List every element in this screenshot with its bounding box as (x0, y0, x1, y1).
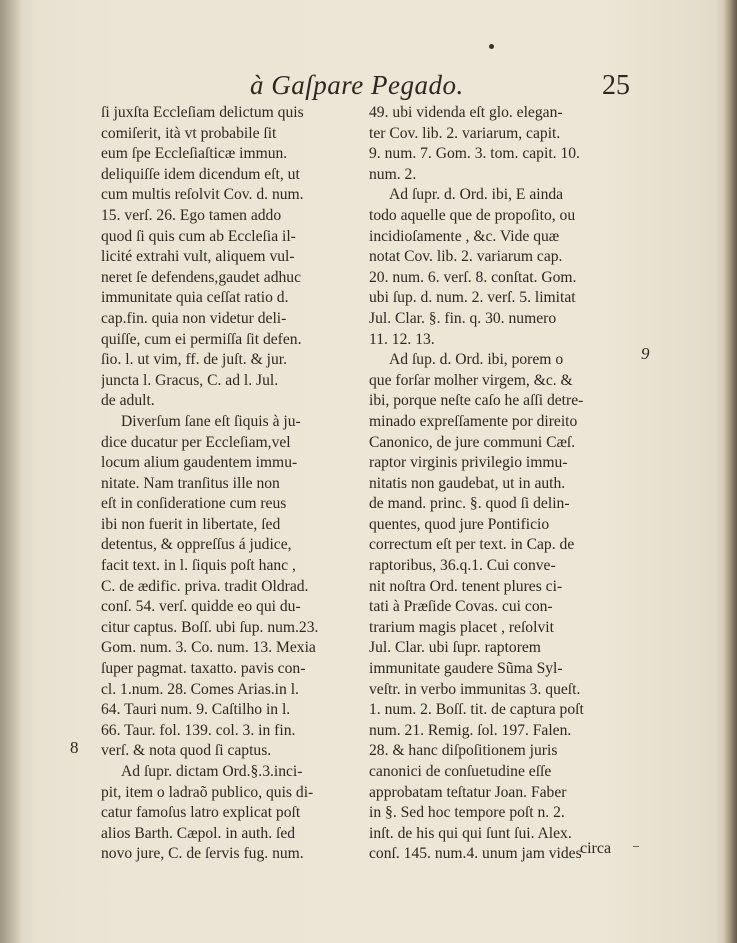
text-line: Jul. Clar. ubi ſupr. raptorem (369, 639, 541, 657)
text-line: licité extrahi vult, aliquem vul- (101, 248, 295, 266)
text-line: locum alium gaudentem immu- (101, 454, 298, 472)
text-line: immunitate quia ceſſat ratio d. (101, 289, 289, 307)
text-line: raptor virginis privilegio immu- (369, 454, 568, 472)
text-line: ibi non fuerit in libertate, ſed (101, 515, 281, 533)
text-line: cap.fin. quia non videtur deli- (101, 309, 287, 327)
margin-note-number-right: 9 (641, 344, 650, 363)
text-line: Diverſum ſane eſt ſiquis à ju- (121, 412, 301, 430)
text-column-right (369, 103, 626, 865)
text-line: detentus, & oppreſſus á judice, (101, 536, 292, 554)
text-line: raptoribus, 36.q.1. Cui conve- (369, 557, 556, 575)
text-line: inſt. de his qui qui ſunt ſui. Alex. (369, 824, 572, 842)
text-line: notat Cov. lib. 2. variarum cap. (369, 248, 563, 266)
text-line: que forſar molher virgem, &c. & (369, 371, 573, 389)
text-line: novo jure, C. de ſervis fug. num. (101, 845, 304, 863)
text-line: num. 2. (369, 165, 417, 183)
text-line: Canonico, de jure communi Cæſ. (369, 433, 576, 451)
text-line: alios Barth. Cæpol. in auth. ſed (101, 824, 296, 842)
text-line: in §. Sed hoc tempore poſt n. 2. (369, 804, 565, 822)
text-line: comiſerit, ità vt probabile ſit (101, 124, 277, 142)
text-line: ubi ſup. d. num. 2. verſ. 5. limitat (369, 289, 576, 307)
text-line: deliquiſſe idem dicendum eſt, ut (101, 165, 300, 183)
text-line: 9. num. 7. Gom. 3. tom. capit. 10. (369, 145, 580, 163)
text-line: conſ. 145. num.4. unum jam vides (369, 845, 582, 863)
margin-note-number-left: 8 (70, 738, 79, 757)
text-line: ſio. l. ut vim, ff. de juſt. & jur. (101, 351, 287, 369)
spine-shadow (0, 0, 22, 943)
text-line: quentes, quod jure Pontificio (369, 515, 550, 533)
text-line: facit text. in l. ſiquis poſt hanc , (101, 557, 296, 575)
text-line: ſuper pagmat. taxatto. pavis con- (101, 660, 306, 678)
text-line: ſi juxſta Eccleſiam delictum quis (101, 104, 304, 121)
text-line: 66. Taur. fol. 139. col. 3. in fin. (101, 721, 296, 739)
text-line: incidioſamente , &c. Vide quæ (369, 227, 560, 245)
page-number: 25 (602, 70, 630, 101)
text-line: Gom. num. 3. Co. num. 13. Mexia (101, 639, 316, 657)
text-column-left (101, 103, 354, 865)
text-line: pit, item o ladraõ publico, quis di- (101, 783, 314, 801)
catchword: circa (580, 840, 612, 857)
text-line: quiſſe, cum ei permiſſa ſit defen. (101, 330, 302, 348)
margin-dash (633, 846, 639, 847)
text-line: conſ. 54. verſ. quidde eo qui du- (101, 598, 301, 616)
text-line: ter Cov. lib. 2. variarum, capit. (369, 124, 561, 142)
text-line: Ad ſup. d. Ord. ibi, porem o (389, 351, 564, 369)
text-line: eſt in conſideratione cum reus (101, 495, 287, 513)
text-line: 20. num. 6. verſ. 8. conſtat. Gom. (369, 268, 577, 286)
text-line: nitate. Nam tranſitus ille non (101, 474, 280, 492)
text-line: veſtr. in verbo immunitas 3. queſt. (369, 680, 581, 698)
text-line: catur famoſus latro explicat poſt (101, 804, 301, 822)
text-line: ibi, porque neſte caſo he aſſi detre- (369, 392, 584, 410)
text-line: num. 21. Remig. ſol. 197. Falen. (369, 721, 572, 739)
text-line: todo aquelle que de propoſito, ou (369, 206, 576, 224)
text-line: 11. 12. 13. (369, 330, 435, 348)
text-line: cl. 1.num. 28. Comes Arias.in l. (101, 680, 299, 698)
text-line: nitatis non gaudebat, ut in auth. (369, 474, 566, 492)
text-line: 28. & hanc diſpoſitionem juris (369, 742, 558, 760)
text-line: de mand. princ. §. quod ſi delin- (369, 495, 570, 513)
text-line: cum multis reſolvit Cov. d. num. (101, 186, 304, 204)
text-line: C. de ædific. priva. tradit Oldrad. (101, 577, 309, 595)
ink-dot (489, 44, 494, 49)
text-line: canonici de conſuetudine eſſe (369, 763, 552, 780)
page-edge-shadow (723, 0, 737, 943)
text-line: citur captus. Boſſ. ubi ſup. num.23. (101, 618, 319, 636)
text-line: immunitate gaudere Sũma Syl- (369, 660, 563, 678)
text-line: 64. Tauri num. 9. Caſtilho in l. (101, 701, 291, 719)
text-line: eum ſpe Eccleſiaſticæ immun. (101, 145, 288, 163)
text-line: trarium magis placet , reſolvit (369, 618, 554, 636)
text-line: neret ſe defendens,gaudet adhuc (101, 268, 302, 286)
text-line: quod ſi quis cum ab Eccleſia il- (101, 227, 296, 245)
text-line: Ad ſupr. d. Ord. ibi, E ainda (389, 186, 564, 204)
text-line: 15. verſ. 26. Ego tamen addo (101, 206, 282, 224)
page-header (250, 70, 630, 104)
text-line: approbatam teſtatur Joan. Faber (369, 783, 567, 801)
text-line: minado expreſſamente por direito (369, 412, 578, 430)
text-line: de adult. (101, 392, 155, 410)
text-line: correctum eſt per text. in Cap. de (369, 536, 575, 554)
text-line: tati à Præſide Covas. cui con- (369, 598, 553, 616)
text-line: 1. num. 2. Boſſ. tit. de captura poſt (369, 701, 584, 719)
text-line: 49. ubi videnda eſt glo. elegan- (369, 104, 563, 121)
running-title: à Gaſpare Pegado. (250, 70, 464, 100)
text-line: dice ducatur per Eccleſiam,vel (101, 433, 291, 451)
text-line: nit noſtra Ord. tenent plures ci- (369, 577, 563, 595)
text-line: Ad ſupr. dictam Ord.§.3.inci- (121, 763, 303, 780)
text-line: juncta l. Gracus, C. ad l. Jul. (101, 371, 279, 389)
text-line: Jul. Clar. §. fin. q. 30. numero (369, 309, 557, 327)
text-line: verſ. & nota quod ſi captus. (101, 742, 272, 760)
